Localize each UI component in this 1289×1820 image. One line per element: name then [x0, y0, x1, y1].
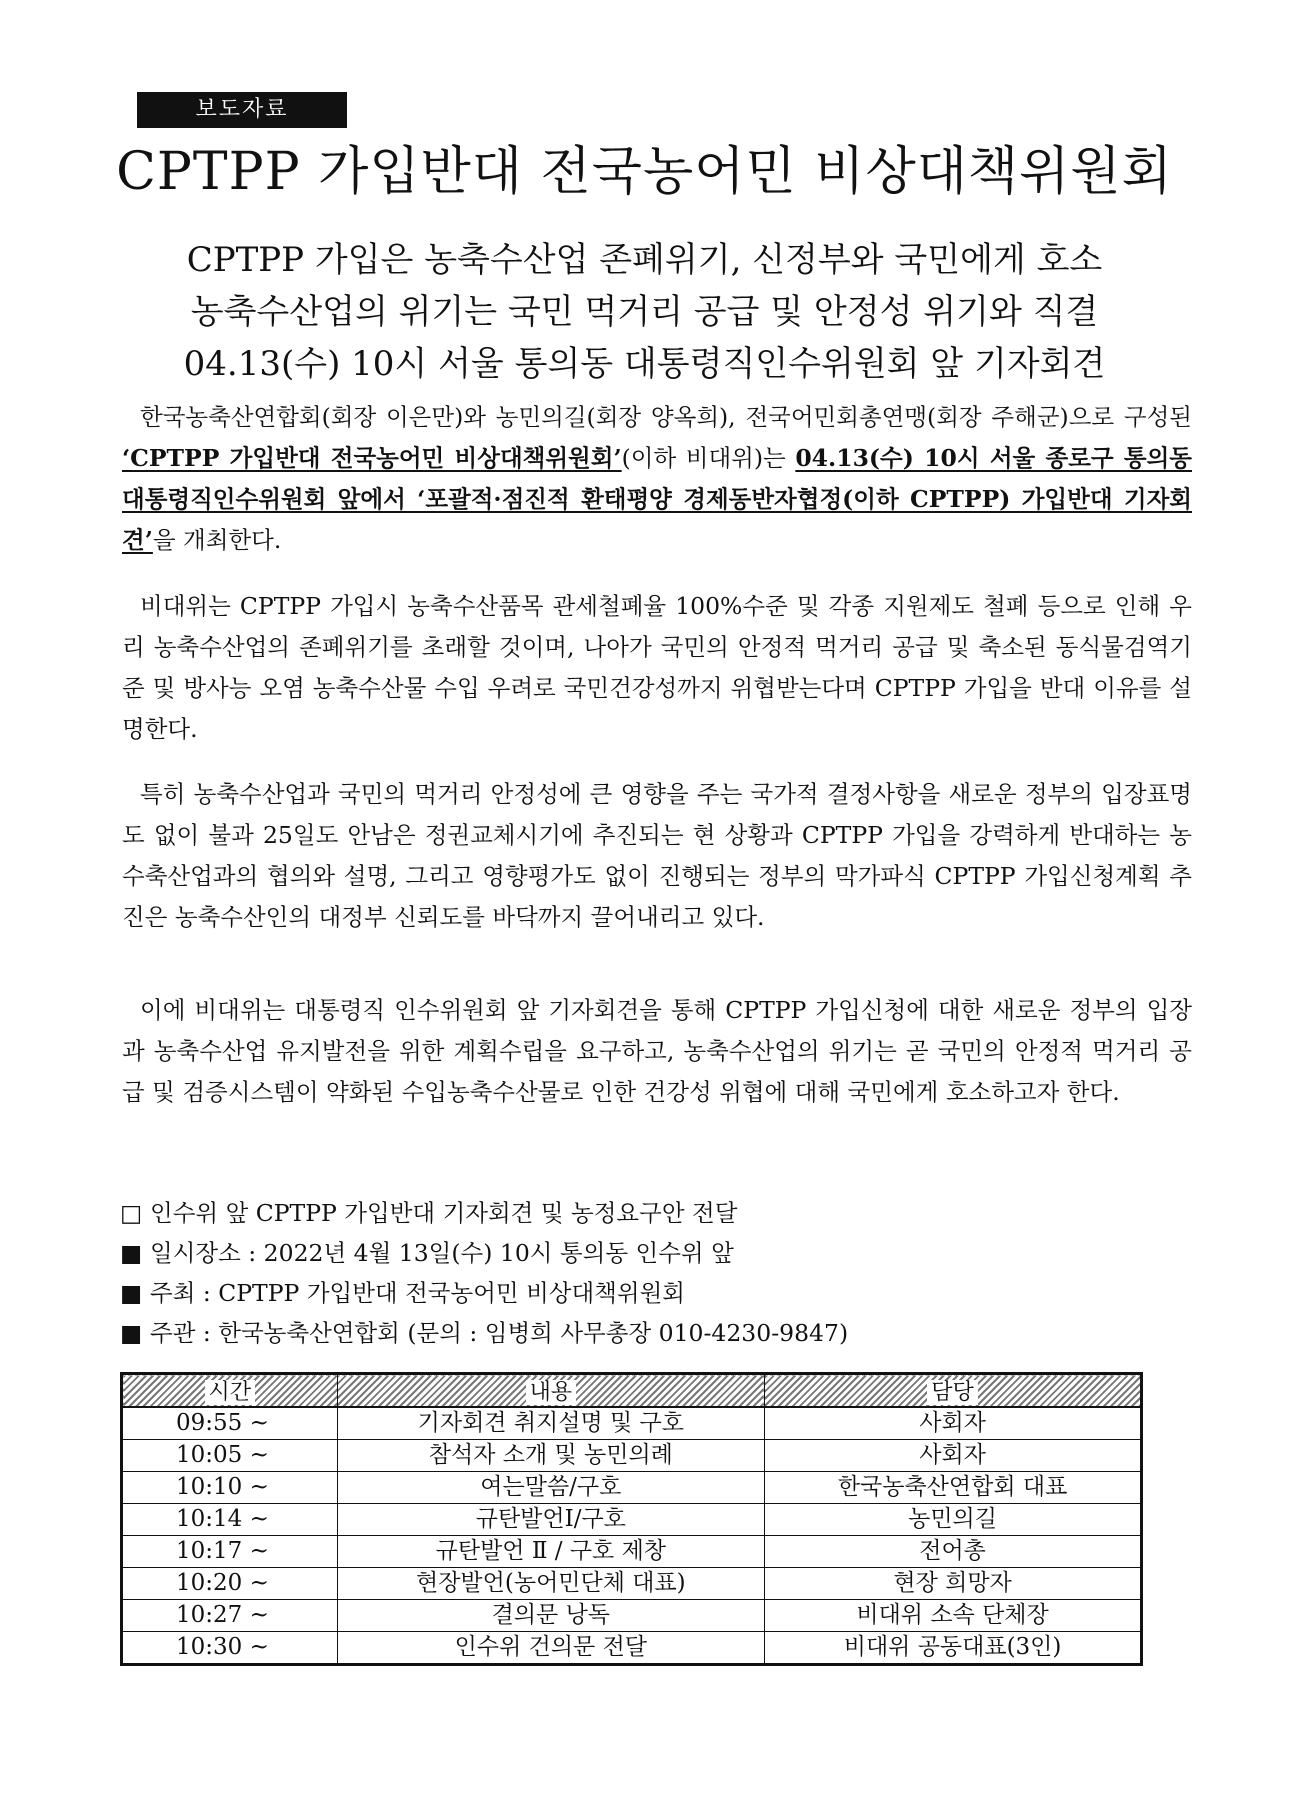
schedule-table	[120, 1372, 1143, 1666]
header-label: 시간	[205, 1380, 256, 1405]
press-release-label: 보도자료	[137, 92, 347, 128]
cell-time: 10:14 ~	[122, 1504, 338, 1536]
table-row	[122, 1407, 1142, 1440]
cell-owner: 사회자	[765, 1407, 1142, 1440]
cell-owner: 농민의길	[765, 1504, 1142, 1536]
bullet-square-icon: ■	[120, 1279, 143, 1307]
table-row	[122, 1440, 1142, 1472]
intro-text: (이하 비대위)는	[621, 444, 796, 472]
column-header-content	[337, 1374, 765, 1408]
cell-content: 규탄발언 Ⅱ / 구호 제창	[337, 1536, 765, 1568]
info-text: 인수위 앞 CPTPP 가입반대 기자회견 및 농정요구안 전달	[150, 1199, 738, 1227]
cell-time: 10:20 ~	[122, 1568, 338, 1600]
subtitle-line: CPTPP 가입은 농축수산업 존폐위기, 신정부와 국민에게 호소	[186, 240, 1103, 280]
cell-content: 여는말씀/구호	[337, 1472, 765, 1504]
intro-text: 한국농축산연합회(회장 이은만)와 농민의길(회장 양옥희), 전국어민회총연맹(회장 주해군)으로 구성된	[140, 403, 1192, 431]
column-header-owner	[765, 1374, 1142, 1408]
cell-owner: 사회자	[765, 1440, 1142, 1472]
info-text: 주관 : 한국농축산연합회 (문의 : 임병희 사무총장 010-4230-9847)	[150, 1319, 849, 1347]
table-header-row	[122, 1374, 1142, 1408]
subtitle-line: 농축수산업의 위기는 국민 먹거리 공급 및 안정성 위기와 직결	[190, 292, 1099, 332]
subtitle-line: 04.13(수) 10시 서울 통의동 대통령직인수위원회 앞 기자회견	[183, 344, 1106, 384]
cell-owner: 비대위 공동대표(3인)	[765, 1632, 1142, 1665]
bullet-square-icon: ■	[120, 1319, 143, 1347]
document-title: CPTPP 가입반대 전국농어민 비상대책위원회	[116, 142, 1173, 202]
cell-time: 10:05 ~	[122, 1440, 338, 1472]
info-item	[120, 1313, 1220, 1353]
cell-time: 10:27 ~	[122, 1600, 338, 1632]
cell-time: 09:55 ~	[122, 1407, 338, 1440]
table-row	[122, 1536, 1142, 1568]
paragraph-appeal: 이에 비대위는 대통령직 인수위원회 앞 기자회견을 통해 CPTPP 가입신청에 대한 새로운 정부의 입장과 농축수산업 유지발전을 위한 계획수립을 요구하고, 농축수산업의 위기는 곧 국민의 안정적 먹거리 공급 및 검증시스템이 약화된 수입농축수산물로 인한 건강성 위협에 대해 국민에게 호소하고자 한다.	[122, 996, 1192, 1106]
checkbox-icon: □	[120, 1199, 143, 1227]
event-info-list	[120, 1193, 1220, 1353]
cell-time: 10:30 ~	[122, 1632, 338, 1665]
info-item	[120, 1233, 1220, 1273]
event-emphasis: 04.13(수) 10시 서울 종로구 통의동 대통령직인수위원회 앞에서 ‘포괄적·점진적 환태평양 경제동반자협정(이하 CPTPP) 가입반대 기자회견’	[122, 444, 1193, 554]
cell-time: 10:17 ~	[122, 1536, 338, 1568]
cell-content: 참석자 소개 및 농민의례	[337, 1440, 765, 1472]
cell-owner: 전어총	[765, 1536, 1142, 1568]
info-item	[120, 1273, 1220, 1313]
cell-owner: 비대위 소속 단체장	[765, 1600, 1142, 1632]
schedule-body	[122, 1407, 1142, 1665]
paragraph-reasons: 비대위는 CPTPP 가입시 농축수산품목 관세철폐율 100%수준 및 각종 지원제도 철폐 등으로 인해 우리 농축수산업의 존폐위기를 초래할 것이며, 나아가 국민의 안정적 먹거리 공급 및 축소된 동식물검역기준 및 방사능 오염 농축수산물 수입 우려로 국민건강성까지 위협받는다며 CPTPP 가입을 반대 이유를 설명한다.	[122, 592, 1192, 743]
table-row	[122, 1504, 1142, 1536]
paragraph-intro	[122, 397, 1192, 561]
bullet-square-icon: ■	[120, 1239, 143, 1267]
cell-content: 현장발언(농어민단체 대표)	[337, 1568, 765, 1600]
paragraph-criticism: 특히 농축수산업과 국민의 먹거리 안정성에 큰 영향을 주는 국가적 결정사항을 새로운 정부의 입장표명도 없이 불과 25일도 안남은 정권교체시기에 추진되는 현 상황과 CPTPP 가입을 강력하게 반대하는 농수축산업과의 협의와 설명, 그리고 영향평가도 없이 진행되는 정부의 막가파식 CPTPP 가입신청계획 추진은 농축수산인의 대정부 신뢰도를 바닥까지 끌어내리고 있다.	[122, 780, 1192, 931]
table-row	[122, 1600, 1142, 1632]
table-row	[122, 1632, 1142, 1665]
cell-time: 10:10 ~	[122, 1472, 338, 1504]
info-text: 주최 : CPTPP 가입반대 전국농어민 비상대책위원회	[150, 1279, 685, 1307]
column-header-time	[122, 1374, 338, 1408]
header-label: 내용	[526, 1380, 577, 1405]
cell-owner: 현장 희망자	[765, 1568, 1142, 1600]
subtitle-block	[0, 234, 1289, 390]
cell-content: 인수위 건의문 전달	[337, 1632, 765, 1665]
cell-content: 기자회견 취지설명 및 구호	[337, 1407, 765, 1440]
info-text: 일시장소 : 2022년 4월 13일(수) 10시 통의동 인수위 앞	[150, 1239, 734, 1267]
info-item	[120, 1193, 1220, 1233]
committee-name-emphasis: ‘CPTPP 가입반대 전국농어민 비상대책위원회’	[122, 444, 622, 472]
intro-text: 을 개최한다.	[152, 526, 282, 554]
cell-content: 결의문 낭독	[337, 1600, 765, 1632]
table-row	[122, 1472, 1142, 1504]
cell-content: 규탄발언Ⅰ/구호	[337, 1504, 765, 1536]
header-label: 담당	[927, 1380, 978, 1405]
table-row	[122, 1568, 1142, 1600]
cell-owner: 한국농축산연합회 대표	[765, 1472, 1142, 1504]
